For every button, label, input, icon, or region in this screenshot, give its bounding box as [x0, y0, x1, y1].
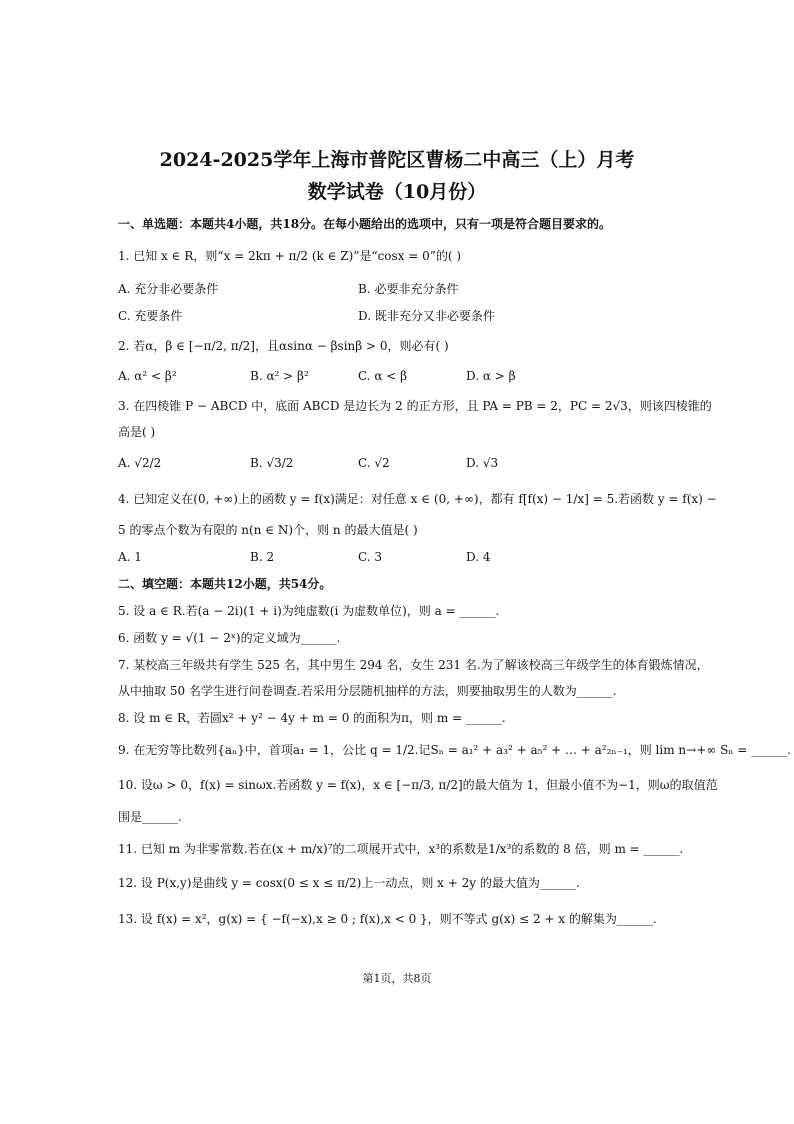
q2-option-d: D. α > β [466, 369, 516, 383]
q5-text: 5. 设 a ∈ R.若(a − 2i)(1 + i)为纯虚数(i 为虚数单位)，则 a = ______. [118, 604, 500, 618]
q13-text: 13. 设 f(x) = x²，g(x) = { −f(−x),x ≥ 0 ; f(x),x < 0 }，则不等式 g(x) ≤ 2 + x 的解集为______. [118, 912, 657, 926]
q3-stem-line1: 3. 在四棱锥 P − ABCD 中，底面 ABCD 是边长为 2 的正方形，且 PA = PB = 2，PC = 2√3，则该四棱锥的 [118, 399, 712, 413]
exam-title: 2024-2025学年上海市普陀区曹杨二中高三（上）月考 [159, 149, 635, 171]
q4-stem-line2: 5 的零点个数为有限的 n(n ∈ N)个，则 n 的最大值是( ) [118, 523, 418, 537]
q1-option-a: A. 充分非必要条件 [118, 282, 219, 296]
exam-subtitle: 数学试卷（10月份） [307, 181, 487, 203]
q4-option-d: D. 4 [466, 550, 491, 564]
q10-text-line2: 围是______. [118, 810, 182, 824]
q1-stem: 1. 已知 x ∈ R，则“x = 2kπ + π/2 (k ∈ Z)”是“cosx = 0”的( ) [118, 249, 462, 263]
q4-option-b: B. 2 [250, 550, 275, 564]
q3-stem-line2: 高是( ) [118, 425, 156, 439]
q2-option-c: C. α < β [358, 369, 408, 383]
q9-text: 9. 在无穷等比数列{aₙ}中，首项a₁ = 1，公比 q = 1/2.记Sₙ = a₁² + a₃² + a₅² + … + a²₂ₙ₋₁，则 lim n→+∞ Sₙ = ______. [118, 743, 791, 757]
q3-option-b: B. √3/2 [250, 456, 294, 470]
q4-option-c: C. 3 [358, 550, 383, 564]
q10-text-line1: 10. 设ω > 0，f(x) = sinωx.若函数 y = f(x)，x ∈ [−π/3, π/2]的最大值为 1，但最小值不为−1，则ω的取值范 [118, 778, 718, 792]
q11-text: 11. 已知 m 为非零常数.若在(x + m/x)⁷的二项展开式中，x³的系数是1/x³的系数的 8 倍，则 m = ______. [118, 842, 684, 856]
q8-text: 8. 设 m ∈ R，若圆x² + y² − 4y + m = 0 的面积为π，则 m = ______. [118, 711, 506, 725]
section-2-heading: 二、填空题：本题共12小题，共54分。 [118, 577, 332, 591]
q1-option-d: D. 既非充分又非必要条件 [358, 309, 495, 323]
q2-option-a: A. α² < β² [118, 369, 177, 383]
q12-text: 12. 设 P(x,y)是曲线 y = cosx(0 ≤ x ≤ π/2)上一动点，则 x + 2y 的最大值为______. [118, 876, 580, 890]
q3-option-d: D. √3 [466, 456, 499, 470]
section-1-heading: 一、单选题：本题共4小题，共18分。在每小题给出的选项中，只有一项是符合题目要求的。 [118, 217, 612, 231]
q7-text-line1: 7. 某校高三年级共有学生 525 名，其中男生 294 名，女生 231 名.为了解该校高三年级学生的体育锻炼情况， [118, 658, 709, 672]
q4-stem-line1: 4. 已知定义在(0, +∞)上的函数 y = f(x)满足：对任意 x ∈ (0, +∞)，都有 f[f(x) − 1/x] = 5.若函数 y = f(x) − [118, 492, 717, 506]
q3-option-c: C. √2 [358, 456, 390, 470]
q7-text-line2: 从中抽取 50 名学生进行问卷调查.若采用分层随机抽样的方法，则要抽取男生的人数为______. [118, 684, 617, 698]
q2-stem: 2. 若α，β ∈ [−π/2, π/2]，且αsinα − βsinβ > 0，则必有( ) [118, 339, 449, 353]
q4-option-a: A. 1 [118, 550, 142, 564]
q2-option-b: B. α² > β² [250, 369, 309, 383]
q1-option-b: B. 必要非充分条件 [358, 282, 459, 296]
q1-option-c: C. 充要条件 [118, 309, 183, 323]
q3-option-a: A. √2/2 [118, 456, 162, 470]
page-footer: 第1页，共8页 [362, 972, 432, 985]
q6-text: 6. 函数 y = √(1 − 2ˣ)的定义域为______. [118, 631, 341, 645]
